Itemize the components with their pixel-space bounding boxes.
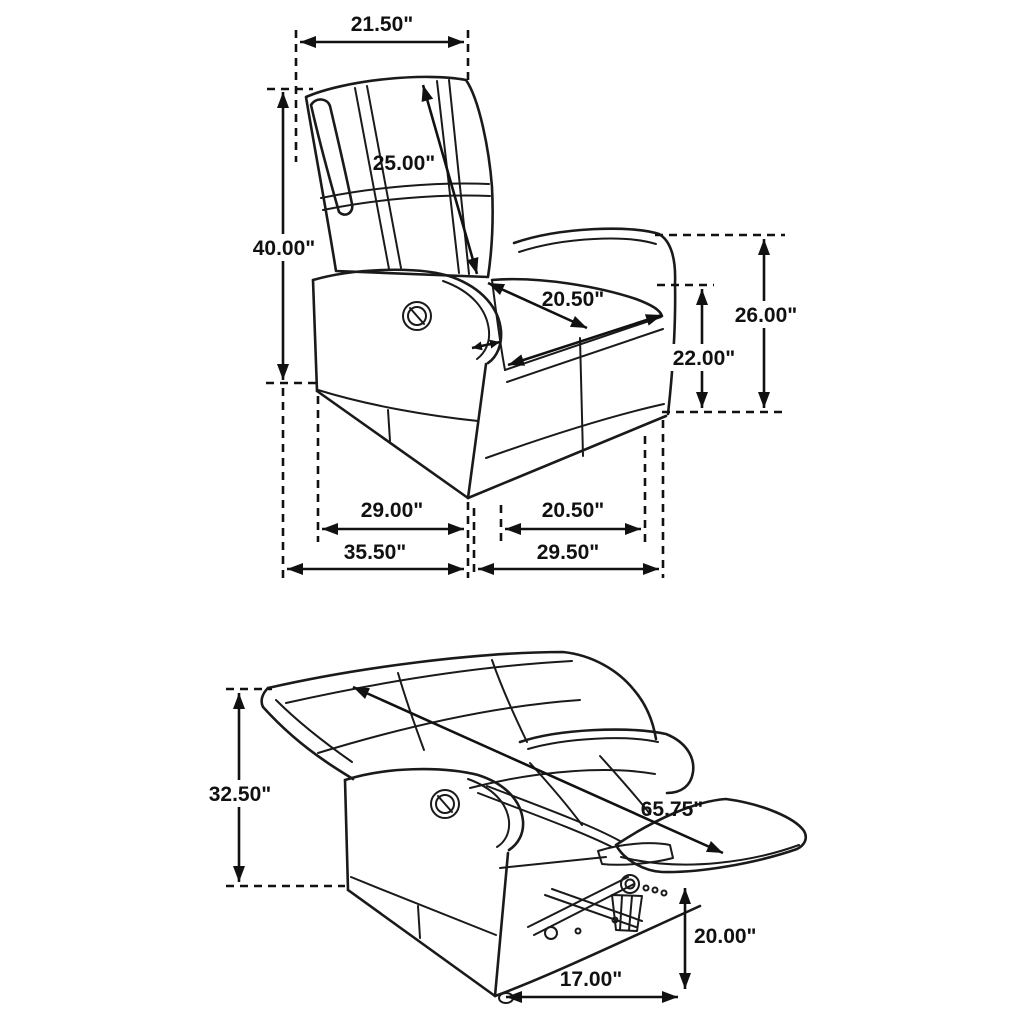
dimension-label: 26.00": [734, 304, 798, 327]
power-button-icon: [403, 302, 431, 330]
dim-reclined-footrest-height: [685, 888, 757, 989]
dim-upright-bottom-widths: [283, 388, 663, 578]
dimension-label: 22.00": [672, 347, 736, 370]
dimension-label: 35.50": [343, 541, 407, 564]
recline-mechanism: [500, 843, 673, 939]
reclined-base: [345, 780, 348, 890]
upright-chair-drawing: [306, 77, 675, 498]
dimension-label: 20.00": [694, 925, 757, 948]
dimension-label: 17.00": [559, 968, 623, 991]
dimension-label: 32.50": [208, 783, 272, 806]
power-button-icon: [431, 790, 459, 818]
upright-backrest: [306, 77, 493, 277]
upright-base: [313, 280, 317, 391]
reclined-dimensions: [201, 687, 757, 997]
reclined-chair-drawing: [262, 652, 806, 1003]
dimension-label: 65.75": [640, 798, 704, 821]
dimension-label: 25.00": [372, 152, 436, 175]
dimension-label: 40.00": [252, 237, 316, 260]
pivot-bolt: [621, 875, 639, 893]
dimension-label: 21.50": [350, 13, 414, 36]
dimension-label: 20.50": [541, 499, 605, 522]
dimension-arrow: [423, 85, 477, 274]
dimension-label: 29.50": [536, 541, 600, 564]
dimension-label: 29.00": [360, 499, 424, 522]
dim-upright-arm-height: [655, 235, 805, 412]
upright-view: [245, 13, 805, 578]
dim-upright-top-width: [296, 13, 468, 162]
reclined-view: [201, 652, 806, 1003]
seat-depth-arrow: [508, 315, 662, 365]
reclined-backrest: [268, 652, 656, 739]
dim-upright-backrest-length: [373, 85, 477, 274]
dimension-label: 20.50": [541, 288, 605, 311]
upright-dimensions: [245, 13, 805, 578]
